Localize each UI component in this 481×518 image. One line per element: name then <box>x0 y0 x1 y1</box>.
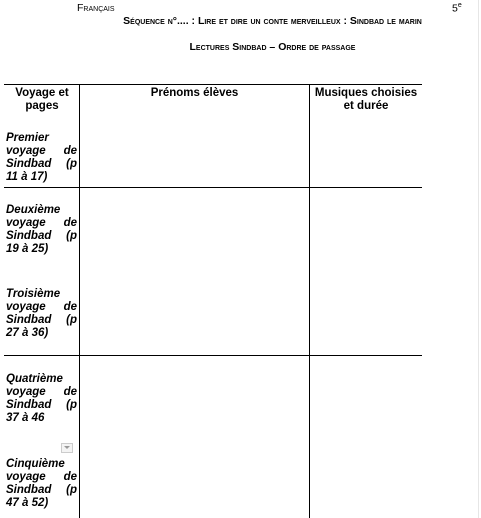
sequence-title: Séquence n°.... : Lire et dire un conte merveilleux : Sindbad le marin <box>123 15 422 27</box>
row-divider-2 <box>4 355 422 356</box>
grade-number: 5 <box>452 2 458 15</box>
voyage-cell-1: Premier voyage de Sindbad (p 11 à 17) <box>6 132 77 183</box>
document-subtitle: Lectures Sindbad – Ordre de passage <box>189 41 356 53</box>
column-divider-2 <box>309 84 310 518</box>
dropdown-marker-icon[interactable] <box>61 443 73 453</box>
column-header-prenoms: Prénoms élèves <box>150 87 239 99</box>
voyage-cell-3: Troisième voyage de Sindbad (p 27 à 36) <box>6 288 77 339</box>
column-header-musiques: Musiques choisies et durée <box>314 87 418 112</box>
grade-label <box>452 2 462 15</box>
page-edge <box>478 0 479 518</box>
voyage-cell-2: Deuxième voyage de Sindbad (p 19 à 25) <box>6 204 77 255</box>
column-divider-1 <box>79 84 80 518</box>
grade-suffix: e <box>457 2 462 9</box>
voyage-cell-4: Quatrième voyage de Sindbad (p 37 à 46 <box>6 373 77 424</box>
subject-label: Français <box>77 2 115 14</box>
column-header-voyage: Voyage et pages <box>15 87 69 112</box>
row-divider-1 <box>4 187 422 188</box>
voyage-cell-5: Cinquième voyage de Sindbad (p 47 à 52) <box>6 458 77 509</box>
table-top-border <box>4 84 422 85</box>
